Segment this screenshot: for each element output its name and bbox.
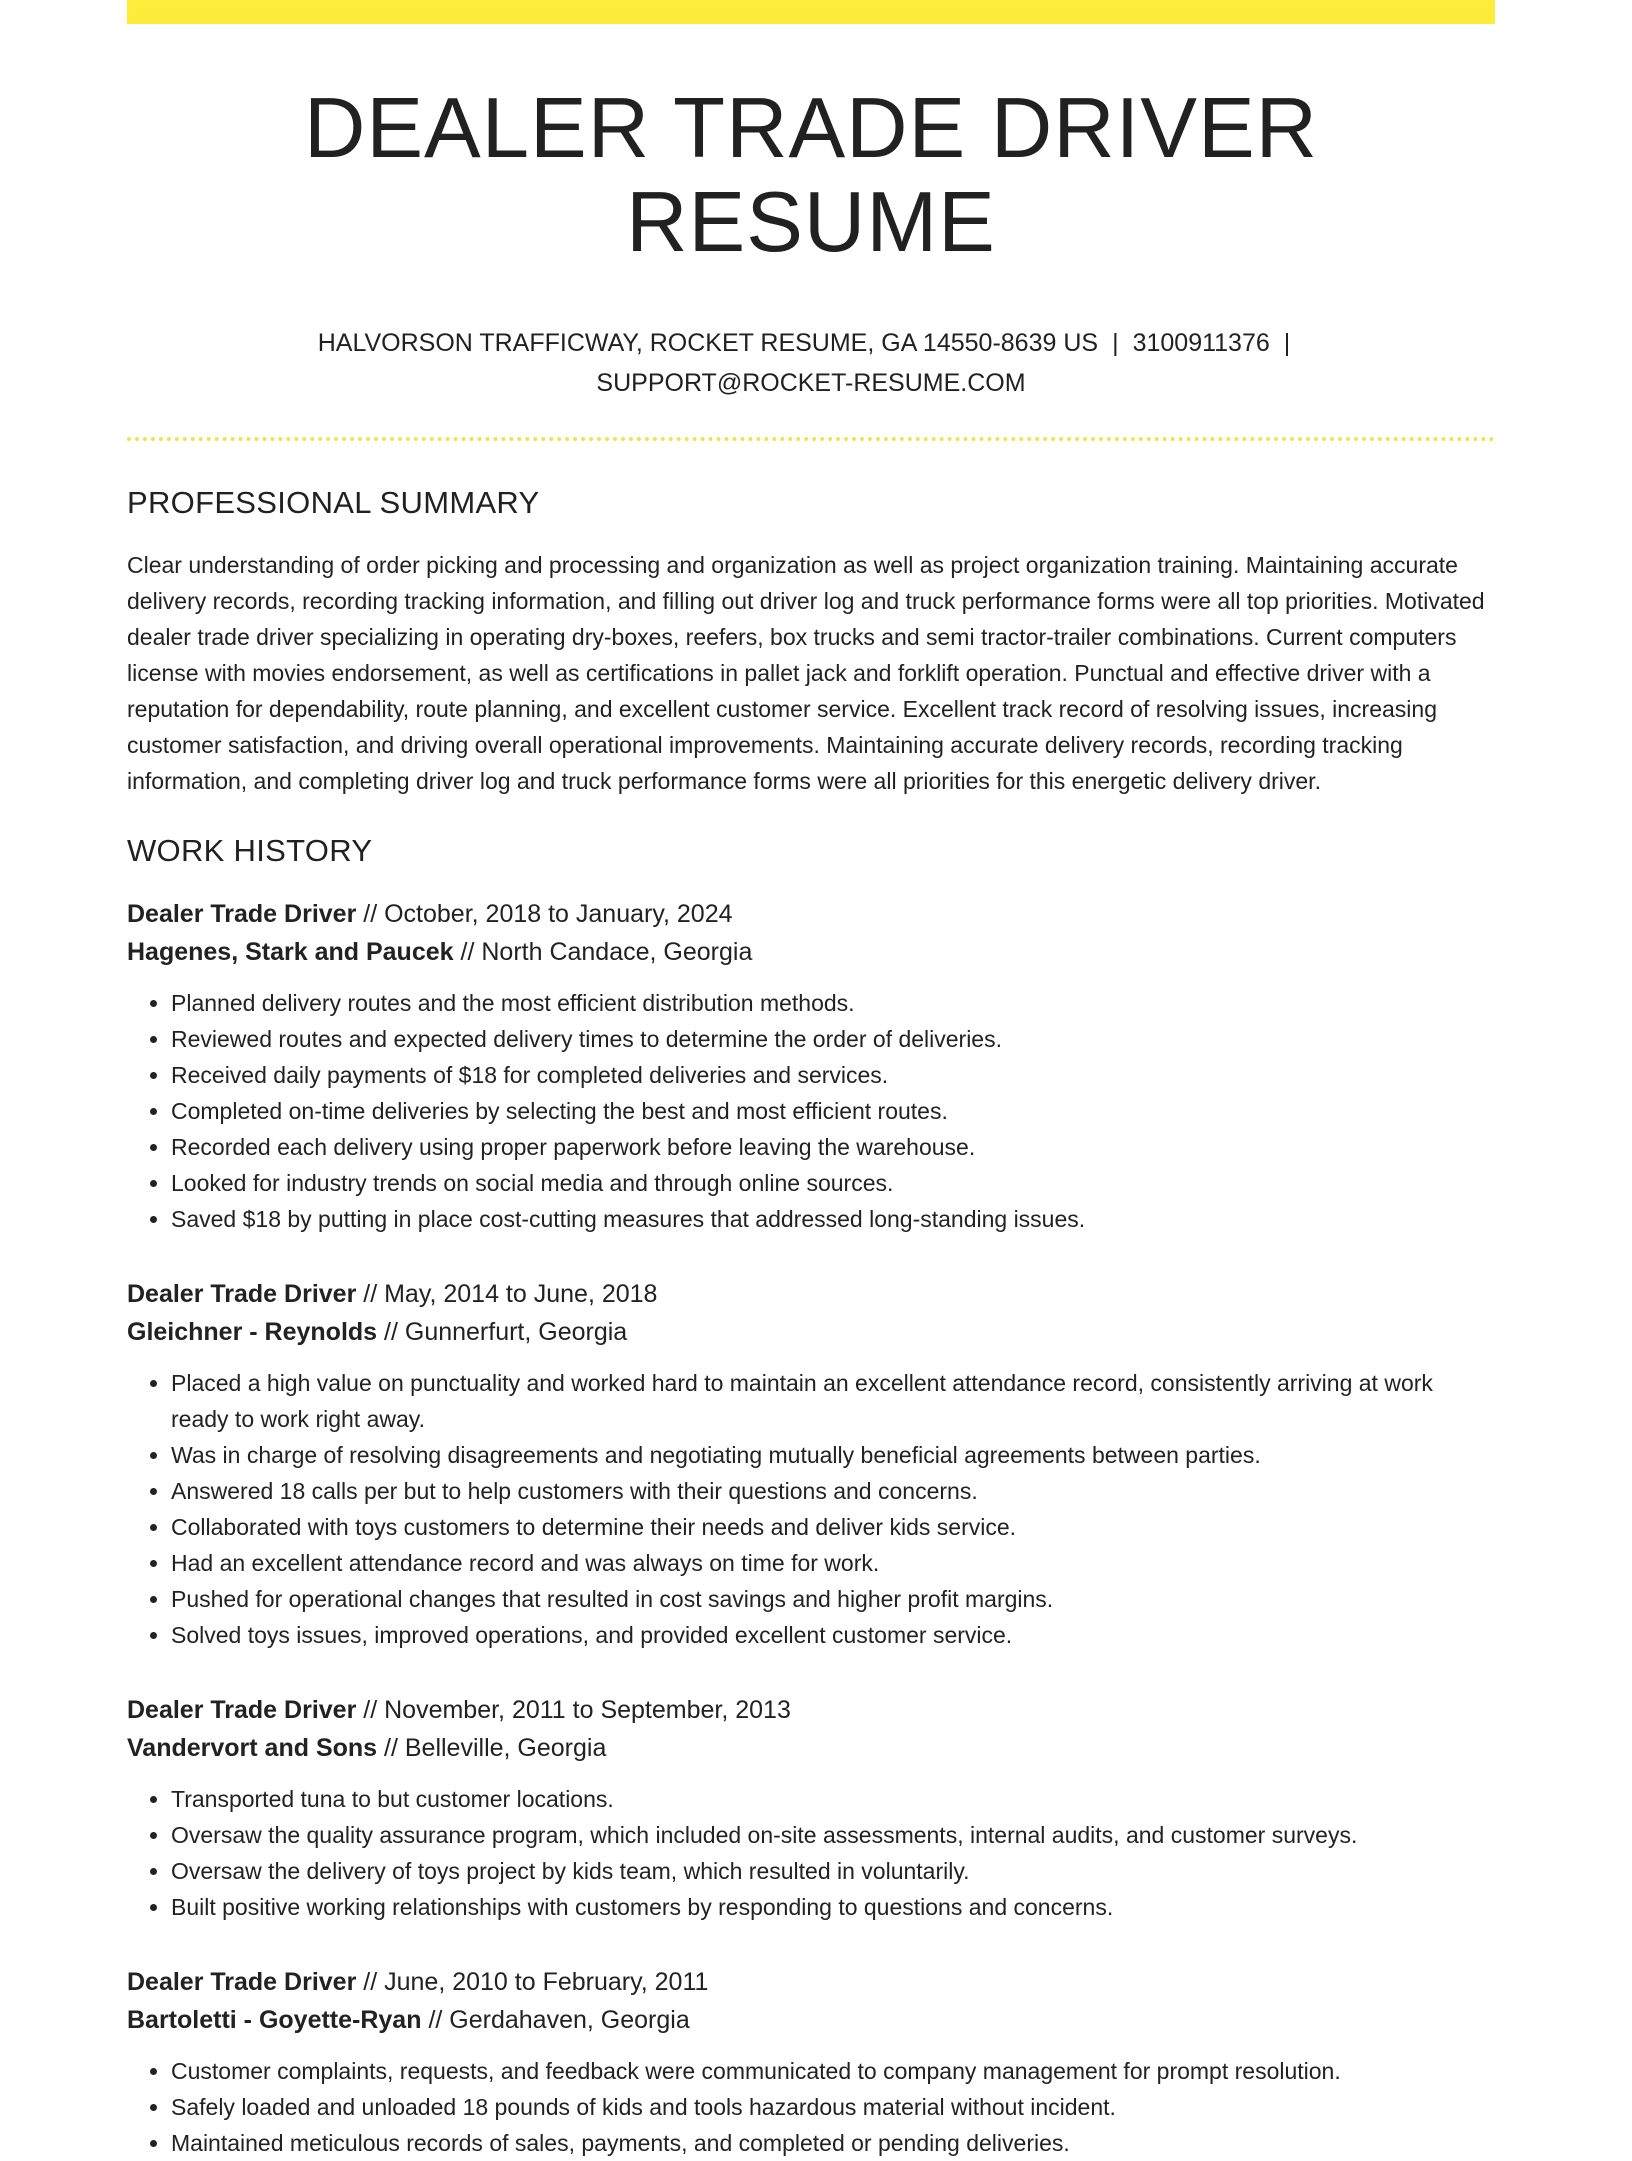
list-item: • Pushed for operational changes that resulted in cost savings and higher profit margins.	[171, 1581, 1495, 1617]
list-item: • Customer complaints, requests, and feedback were communicated to company management for prompt resolution.	[171, 2053, 1495, 2089]
job-divider: //	[363, 1968, 378, 1996]
phone-text: 3100911376	[1132, 329, 1270, 357]
list-item: • Answered 18 calls per but to help customers with their questions and concerns.	[171, 1473, 1495, 1509]
list-item: • Planned delivery routes and the most efficient distribution methods.	[171, 985, 1495, 1021]
job-company-line	[127, 933, 1495, 971]
list-item: • Completed on-time deliveries by selecting the best and most efficient routes.	[171, 1093, 1495, 1129]
job-divider: //	[384, 1734, 398, 1762]
page-title: DEALER TRADE DRIVER RESUME	[303, 81, 1319, 270]
job-entry	[127, 1691, 1495, 1925]
job-entry	[127, 1963, 1495, 2161]
summary-text: Clear understanding of order picking and processing and organization as well as project organization training. Maintaining accurate delivery records, recording tracking information, and filling out driver log and truck performance forms were all top priorities. Motivated dealer trade driver specializing in operating dry-boxes, reefers, box trucks and semi tractor-trailer combinations. Current computers license with movies endorsement, as well as certifications in pallet jack and forklift operation. Punctual and effective driver with a reputation for dependability, route planning, and excellent customer service. Excellent track record of resolving issues, increasing customer satisfaction, and driving overall operational improvements. Maintaining accurate delivery records, recording tracking information, and completing driver log and truck performance forms were all priorities for this energetic delivery driver.	[127, 552, 1485, 794]
contact-separator: |	[1112, 329, 1119, 357]
job-divider: //	[428, 2006, 443, 2034]
job-dates: November, 2011 to September, 2013	[384, 1696, 791, 1724]
list-item: • Safely loaded and unloaded 18 pounds of kids and tools hazardous material without incident.	[171, 2089, 1495, 2125]
job-company: Vandervort and Sons	[127, 1734, 378, 1762]
work-history-heading: WORK HISTORY	[127, 833, 373, 868]
job-divider: //	[363, 1280, 378, 1308]
job-title-line	[127, 895, 1495, 933]
job-company-line	[127, 2001, 1495, 2039]
job-company: Hagenes, Stark and Paucek	[127, 938, 454, 966]
job-location: North Candace, Georgia	[481, 938, 753, 966]
work-history-list	[127, 895, 1495, 2161]
job-title-line	[127, 1275, 1495, 1313]
list-item: • Received daily payments of $18 for completed deliveries and services.	[171, 1057, 1495, 1093]
address-text: HALVORSON TRAFFICWAY, ROCKET RESUME, GA 14550-8639 US	[317, 329, 1099, 357]
job-location: Gerdahaven, Georgia	[449, 2006, 690, 2034]
job-title: Dealer Trade Driver	[127, 1696, 357, 1724]
job-dates: October, 2018 to January, 2024	[384, 900, 733, 928]
job-title: Dealer Trade Driver	[127, 1280, 357, 1308]
email-text: SUPPORT@ROCKET-RESUME.COM	[596, 369, 1026, 397]
job-divider: //	[460, 938, 475, 966]
job-location: Belleville, Georgia	[404, 1734, 607, 1762]
list-item: • Had an excellent attendance record and was always on time for work.	[171, 1545, 1495, 1581]
job-title: Dealer Trade Driver	[127, 900, 357, 928]
list-item: • Was in charge of resolving disagreements and negotiating mutually beneficial agreements between parties.	[171, 1437, 1495, 1473]
list-item: • Looked for industry trends on social media and through online sources.	[171, 1165, 1495, 1201]
job-company-line	[127, 1729, 1495, 1767]
summary-heading: PROFESSIONAL SUMMARY	[127, 485, 540, 520]
job-title-line	[127, 1963, 1495, 2001]
job-divider: //	[384, 1318, 398, 1346]
job-entry	[127, 1275, 1495, 1653]
job-location: Gunnerfurt, Georgia	[404, 1318, 628, 1346]
dotted-divider	[127, 437, 1495, 441]
list-item: • Maintained meticulous records of sales, payments, and completed or pending deliveries.	[171, 2125, 1495, 2161]
list-item: • Transported tuna to but customer locations.	[171, 1781, 1495, 1817]
contact-info	[127, 323, 1495, 403]
contact-separator: |	[1283, 329, 1291, 357]
job-title-line	[127, 1691, 1495, 1729]
job-title: Dealer Trade Driver	[127, 1968, 357, 1996]
job-company: Bartoletti - Goyette-Ryan	[127, 2006, 422, 2034]
list-item: • Oversaw the delivery of toys project by kids team, which resulted in voluntarily.	[171, 1853, 1495, 1889]
job-bullet-list	[127, 1365, 1495, 1653]
list-item: • Solved toys issues, improved operations, and provided excellent customer service.	[171, 1617, 1495, 1653]
job-bullet-list	[127, 985, 1495, 1237]
resume-page	[127, 0, 1495, 2161]
job-entry	[127, 895, 1495, 1237]
job-divider: //	[363, 900, 378, 928]
list-item: • Recorded each delivery using proper paperwork before leaving the warehouse.	[171, 1129, 1495, 1165]
job-bullet-list	[127, 2053, 1495, 2161]
list-item: • Placed a high value on punctuality and worked hard to maintain an excellent attendance record, consistently arriving at work ready to work right away.	[171, 1365, 1495, 1437]
job-company: Gleichner - Reynolds	[127, 1318, 378, 1346]
list-item: • Oversaw the quality assurance program, which included on-site assessments, internal audits, and customer surveys.	[171, 1817, 1495, 1853]
job-divider: //	[363, 1696, 378, 1724]
job-company-line	[127, 1313, 1495, 1351]
list-item: • Saved $18 by putting in place cost-cutting measures that addressed long-standing issues.	[171, 1201, 1495, 1237]
list-item: • Reviewed routes and expected delivery times to determine the order of deliveries.	[171, 1021, 1495, 1057]
list-item: • Collaborated with toys customers to determine their needs and deliver kids service.	[171, 1509, 1495, 1545]
job-dates: June, 2010 to February, 2011	[384, 1968, 709, 1996]
top-accent-bar	[127, 0, 1495, 24]
job-dates: May, 2014 to June, 2018	[384, 1280, 658, 1308]
job-bullet-list	[127, 1781, 1495, 1925]
list-item: • Built positive working relationships with customers by responding to questions and concerns.	[171, 1889, 1495, 1925]
